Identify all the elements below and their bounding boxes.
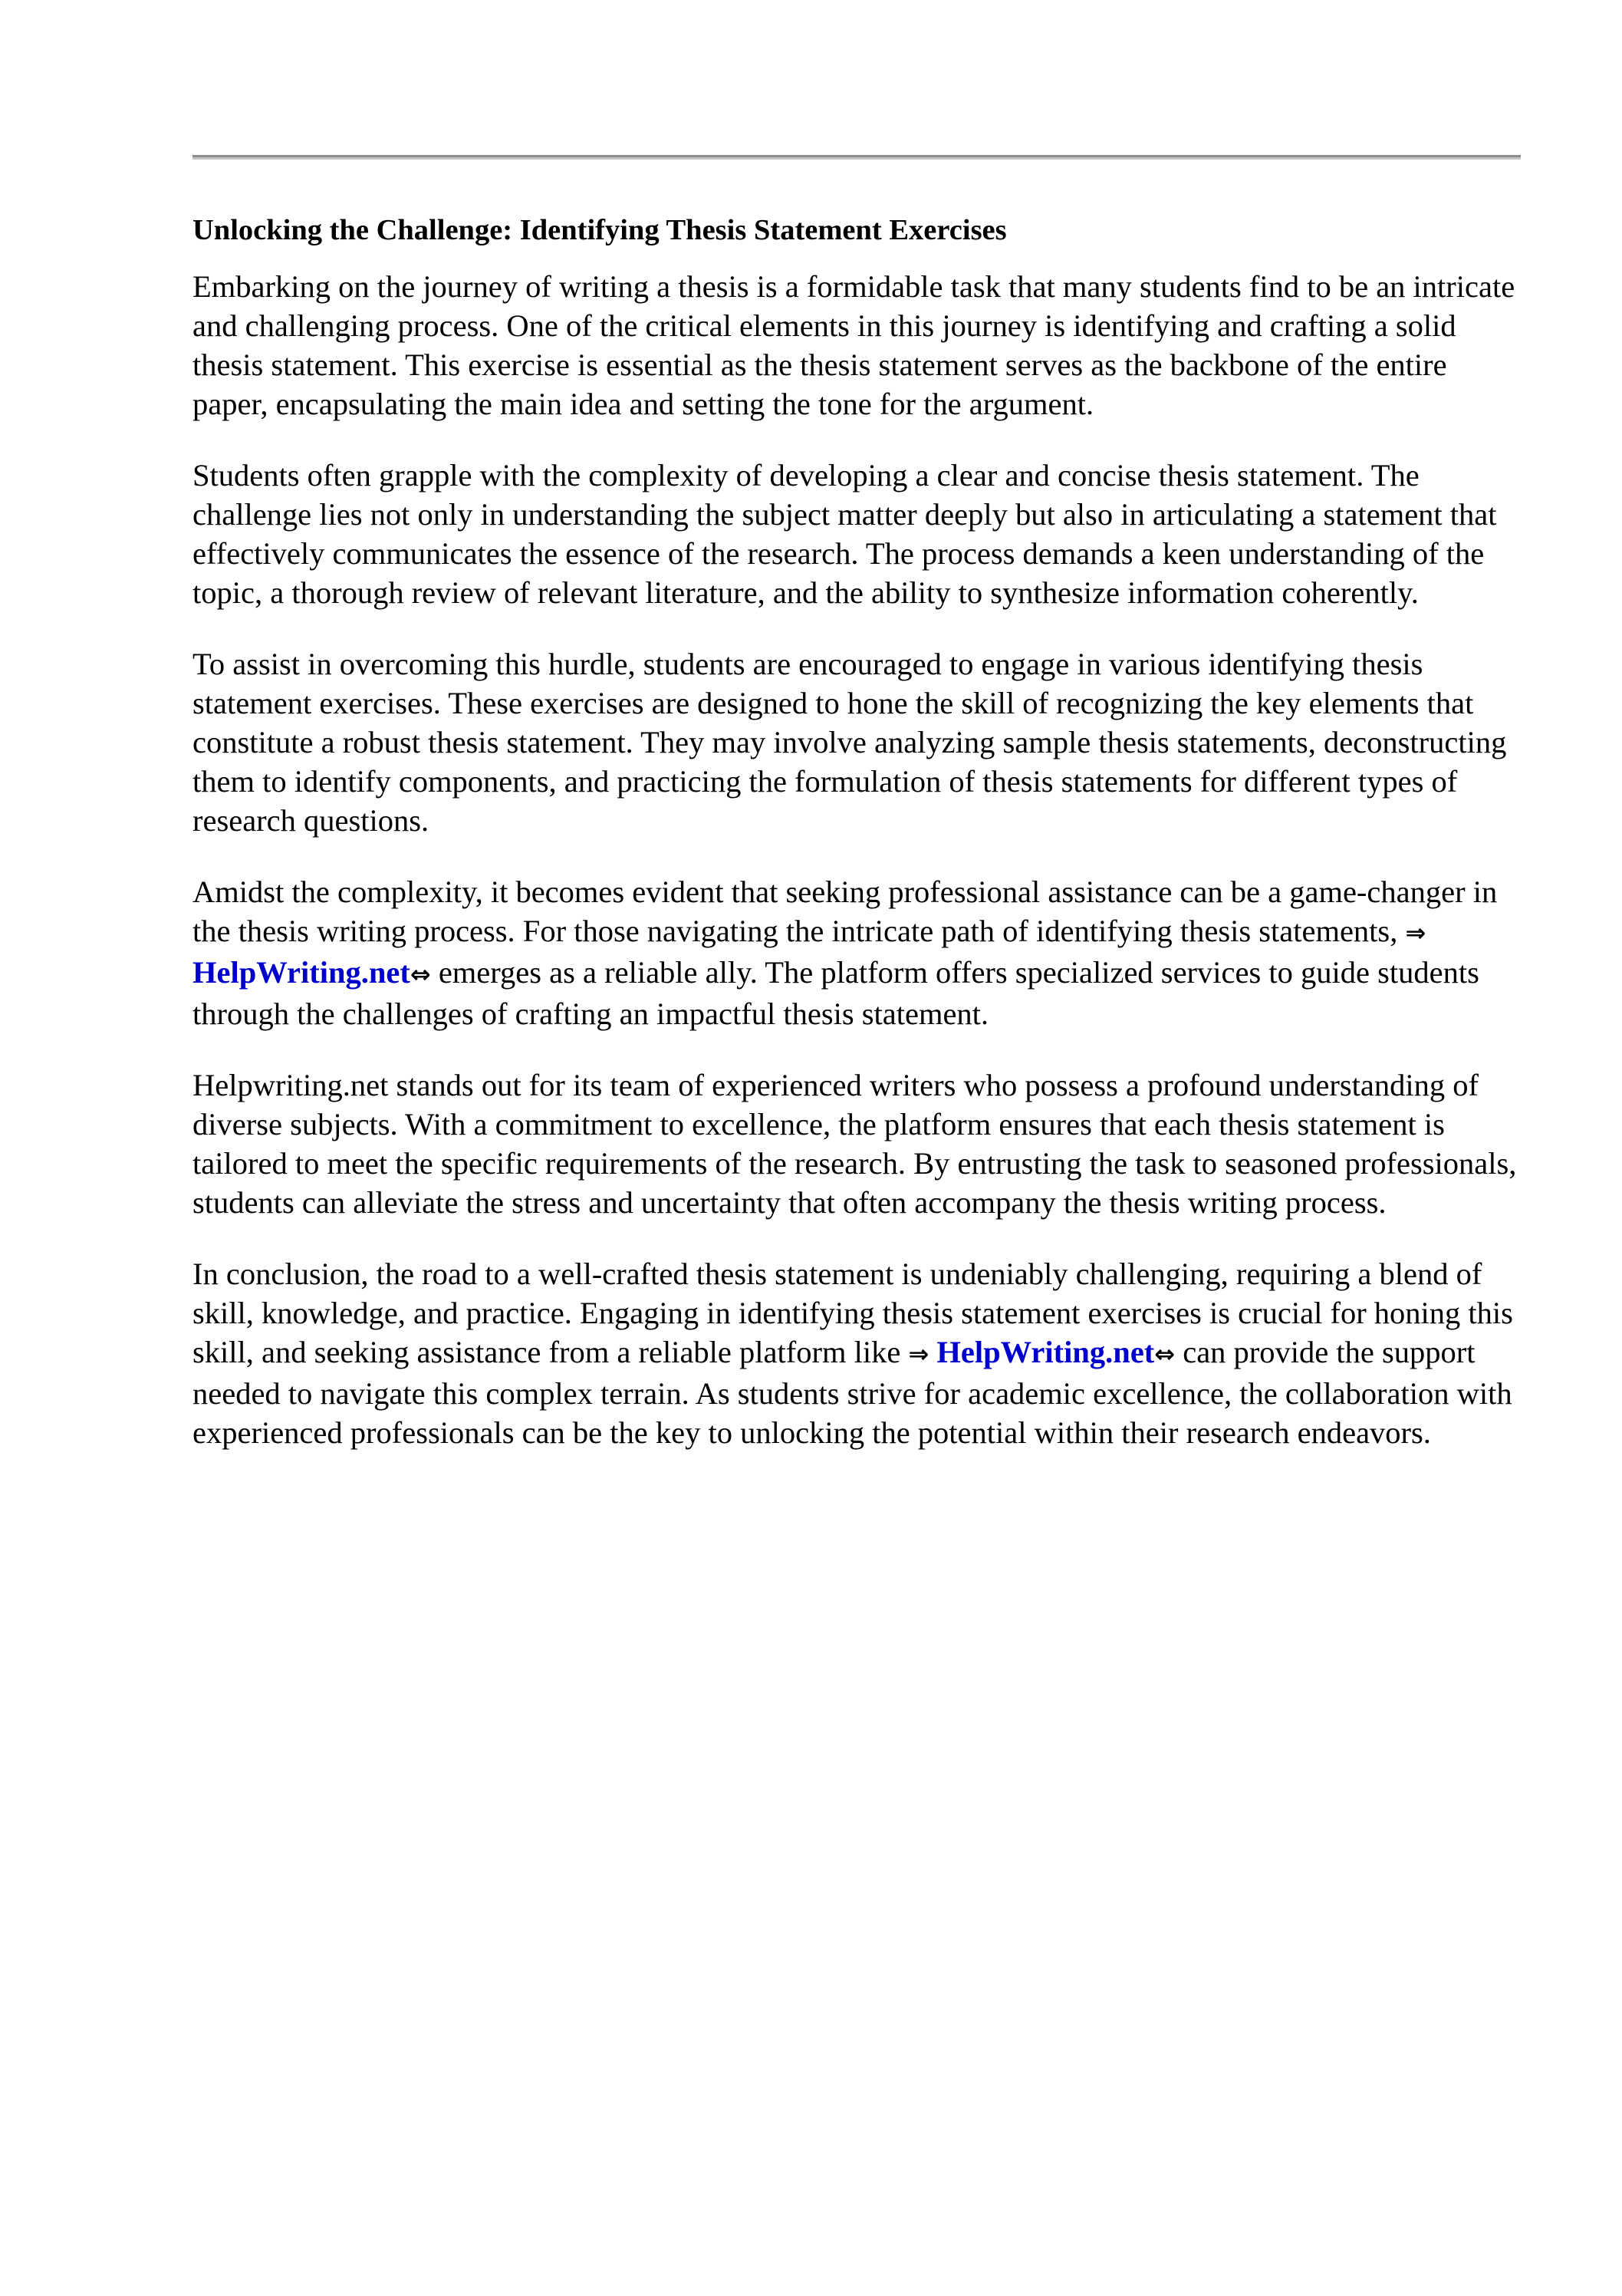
- helpwriting-link[interactable]: HelpWriting.net: [936, 1335, 1155, 1369]
- right-double-arrow-icon: ⇒: [1405, 918, 1426, 947]
- paragraph-challenge: Students often grapple with the complexity of developing a clear and concise thesis statement. The challenge lies not only in understanding the subject matter deeply but also in articulating a statement that effectively communicates the essence of the research. The process demands a keen understanding of the topic, a thorough review of relevant literature, and the ability to synthesize information coherently.: [192, 458, 1497, 610]
- right-double-arrow-icon: ⇒: [908, 1339, 929, 1369]
- paragraph-text: emerges as a reliable ally. The platform offers specialized services to guide students through the challenges of crafting an impactful thesis statement.: [192, 955, 1479, 1031]
- paragraph-intro: Embarking on the journey of writing a thesis is a formidable task that many students find to be an intricate and challenging process. One of the critical elements in this journey is identifying and crafting a solid thesis statement. This exercise is essential as the thesis statement serves as the backbone of the entire paper, encapsulating the main idea and setting the tone for the argument.: [192, 269, 1515, 421]
- paragraph-conclusion: [192, 1254, 1521, 1452]
- left-right-double-arrow-icon: ⇔: [410, 960, 431, 989]
- paragraph-assistance: [192, 872, 1521, 1033]
- paragraph-text: can provide the support needed to navigate this complex terrain. As students strive for academic excellence, the collaboration with experienced professionals can be the key to unlocking the potential within their research endeavors.: [192, 1335, 1512, 1450]
- paragraph-text: Amidst the complexity, it becomes evident that seeking professional assistance can be a game-changer in the thesis writing process. For those navigating the intricate path of identifying thesis statements,: [192, 875, 1498, 948]
- paragraph-helpwriting: Helpwriting.net stands out for its team of experienced writers who possess a profound understanding of diverse subjects. With a commitment to excellence, the platform ensures that each thesis statement is tailored to meet the specific requirements of the research. By entrusting the task to seasoned professionals, students can alleviate the stress and uncertainty that often accompany the thesis writing process.: [192, 1068, 1517, 1220]
- document-title: Unlocking the Challenge: Identifying Thesis Statement Exercises: [192, 214, 1007, 246]
- helpwriting-link[interactable]: HelpWriting.net: [192, 955, 410, 990]
- left-right-double-arrow-icon: ⇔: [1154, 1339, 1176, 1369]
- paragraph-exercises: To assist in overcoming this hurdle, students are encouraged to engage in various identifying thesis statement exercises. These exercises are designed to hone the skill of recognizing the key elements that constitute a robust thesis statement. They may involve analyzing sample thesis statements, deconstructing them to identify components, and practicing the formulation of thesis statements for different types of research questions.: [192, 647, 1507, 838]
- paragraph-text: In conclusion, the road to a well-crafted thesis statement is undeniably challenging, requiring a blend of skill, knowledge, and practice. Engaging in identifying thesis statement exercises is crucial for honing this skill, and seeking assistance from a reliable platform like: [192, 1257, 1513, 1369]
- document-page: [192, 155, 1521, 1452]
- horizontal-rule: [192, 155, 1521, 160]
